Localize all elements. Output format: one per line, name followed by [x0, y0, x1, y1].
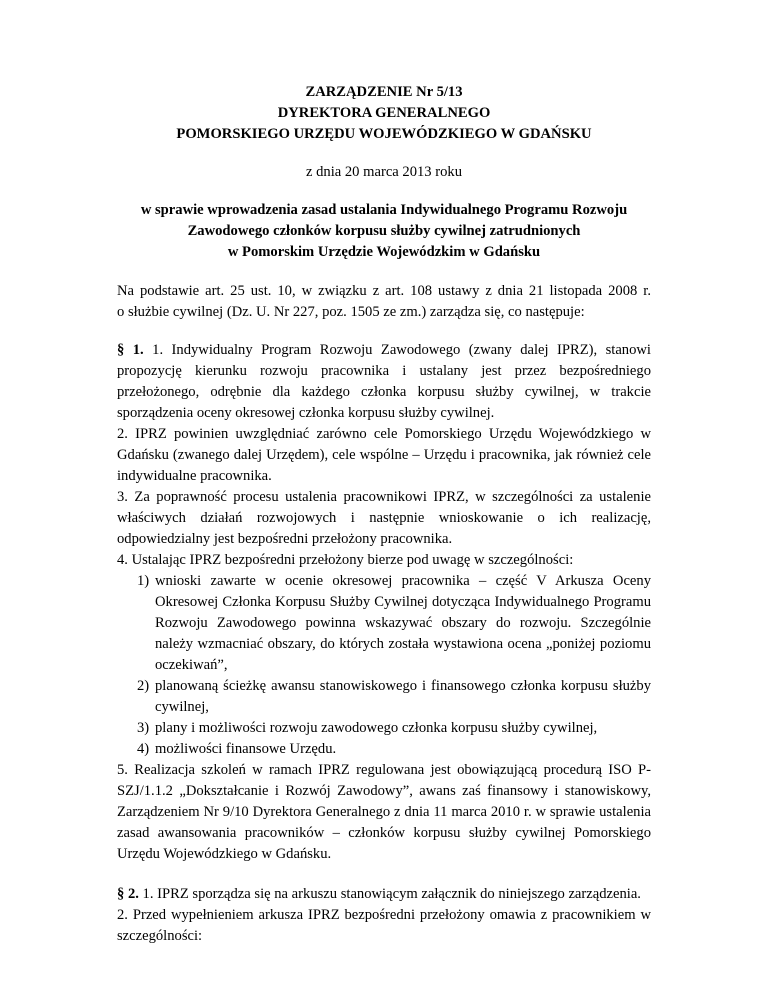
- section-1-paragraph-5: 5. Realizacja szkoleń w ramach IPRZ regulowana jest obowiązującą procedurą ISO P-SZJ/1.1.2 „Dokształcanie i Rozwój Zawodowy”, awans zaś finansowy i stanowiskowy, Zarządzeniem Nr 9/10 Dyrektora Generalnego z dnia 11 marca 2010 r. w sprawie ustalenia zasad awansowania pracowników – członków korpusu służby cywilnej Pomorskiego Urzędu Wojewódzkiego w Gdańsku.: [117, 762, 651, 862]
- list-item-number: 4): [137, 741, 150, 757]
- section-1-paragraph-2: 2. IPRZ powinien uwzględniać zarówno cele Pomorskiego Urzędu Wojewódzkiego w Gdańsku (zwanego dalej Urzędem), cele wspólne – Urzędu i pracownika, jak również cele indywidualne pracownika.: [117, 426, 651, 484]
- document-header: [117, 82, 651, 145]
- legal-basis: [117, 281, 651, 323]
- header-issuer: DYREKTORA GENERALNEGO: [277, 105, 491, 121]
- list-item-text: wnioski zawarte w ocenie okresowej pracownika – część V Arkusza Oceny Okresowej Członka Korpusu Służby Cywilnej dotycząca Indywidualnego Programu Rozwoju Zawodowego powinna wskazywać obszary do rozwoju. Szczególnie należy wzmacniać obszary, do których została wystawiona ocena „poniżej poziomu oczekiwań”,: [155, 573, 651, 673]
- list-item-text: planowaną ścieżkę awansu stanowiskowego i finansowego członka korpusu służby cywilnej,: [155, 678, 651, 715]
- legal-basis-line-1: Na podstawie art. 25 ust. 10, w związku z art. 108 ustawy z dnia 21 listopada 2008 r.: [117, 283, 651, 299]
- subject-line-2: Zawodowego członków korpusu służby cywilnej zatrudnionych: [187, 223, 581, 239]
- subject-line-3: w Pomorskim Urzędzie Wojewódzkim w Gdańsku: [227, 244, 541, 260]
- list-item: [117, 739, 651, 760]
- list-item-number: 3): [137, 720, 150, 736]
- list-item-text: możliwości finansowe Urzędu.: [155, 741, 337, 757]
- list-item: [117, 718, 651, 739]
- section-1-paragraph-4: 4. Ustalając IPRZ bezpośredni przełożony bierze pod uwagę w szczególności:: [117, 552, 574, 568]
- document-date: z dnia 20 marca 2013 roku: [305, 164, 463, 180]
- section-2-paragraph-1: [117, 884, 651, 905]
- header-office: POMORSKIEGO URZĘDU WOJEWÓDZKIEGO W GDAŃSKU: [176, 126, 592, 142]
- list-item-text: plany i możliwości rozwoju zawodowego członka korpusu służby cywilnej,: [155, 720, 598, 736]
- document-subject: [117, 200, 651, 263]
- list-item-number: 2): [137, 678, 150, 694]
- section-2-symbol: § 2.: [117, 886, 139, 902]
- legal-basis-line-2: o służbie cywilnej (Dz. U. Nr 227, poz. 1505 ze zm.) zarządza się, co następuje:: [117, 304, 585, 320]
- section-2-p1-text: 1. IPRZ sporządza się na arkuszu stanowiącym załącznik do niniejszego zarządzenia.: [142, 886, 641, 902]
- section-1: [117, 340, 651, 865]
- section-1-paragraph-3: 3. Za poprawność procesu ustalenia pracownikowi IPRZ, w szczególności za ustalenie właściwych działań rozwojowych i następnie wnioskowanie o ich realizację, odpowiedzialny jest bezpośredni przełożony pracownika.: [117, 489, 651, 547]
- section-1-symbol: § 1.: [117, 342, 144, 358]
- list-item: [117, 571, 651, 676]
- section-1-p1-text: 1. Indywidualny Program Rozwoju Zawodowego (zwany dalej IPRZ), stanowi propozycję kierunku rozwoju pracownika i ustalany jest przez bezpośredniego przełożonego, odrębnie dla każdego członka korpusu służby cywilnej, w trakcie sporządzenia oceny okresowej członka korpusu służby cywilnej.: [117, 342, 651, 421]
- list-item-number: 1): [137, 573, 150, 589]
- subject-line-1: w sprawie wprowadzenia zasad ustalania Indywidualnego Programu Rozwoju: [140, 202, 628, 218]
- section-2: [117, 884, 651, 947]
- header-title: ZARZĄDZENIE Nr 5/13: [305, 84, 463, 100]
- section-1-paragraph-1: [117, 340, 651, 424]
- section-2-paragraph-2: 2. Przed wypełnieniem arkusza IPRZ bezpośredni przełożony omawia z pracownikiem w szczególności:: [117, 907, 651, 944]
- document-content: [117, 82, 651, 947]
- list-item: [117, 676, 651, 718]
- section-1-list: [117, 571, 651, 760]
